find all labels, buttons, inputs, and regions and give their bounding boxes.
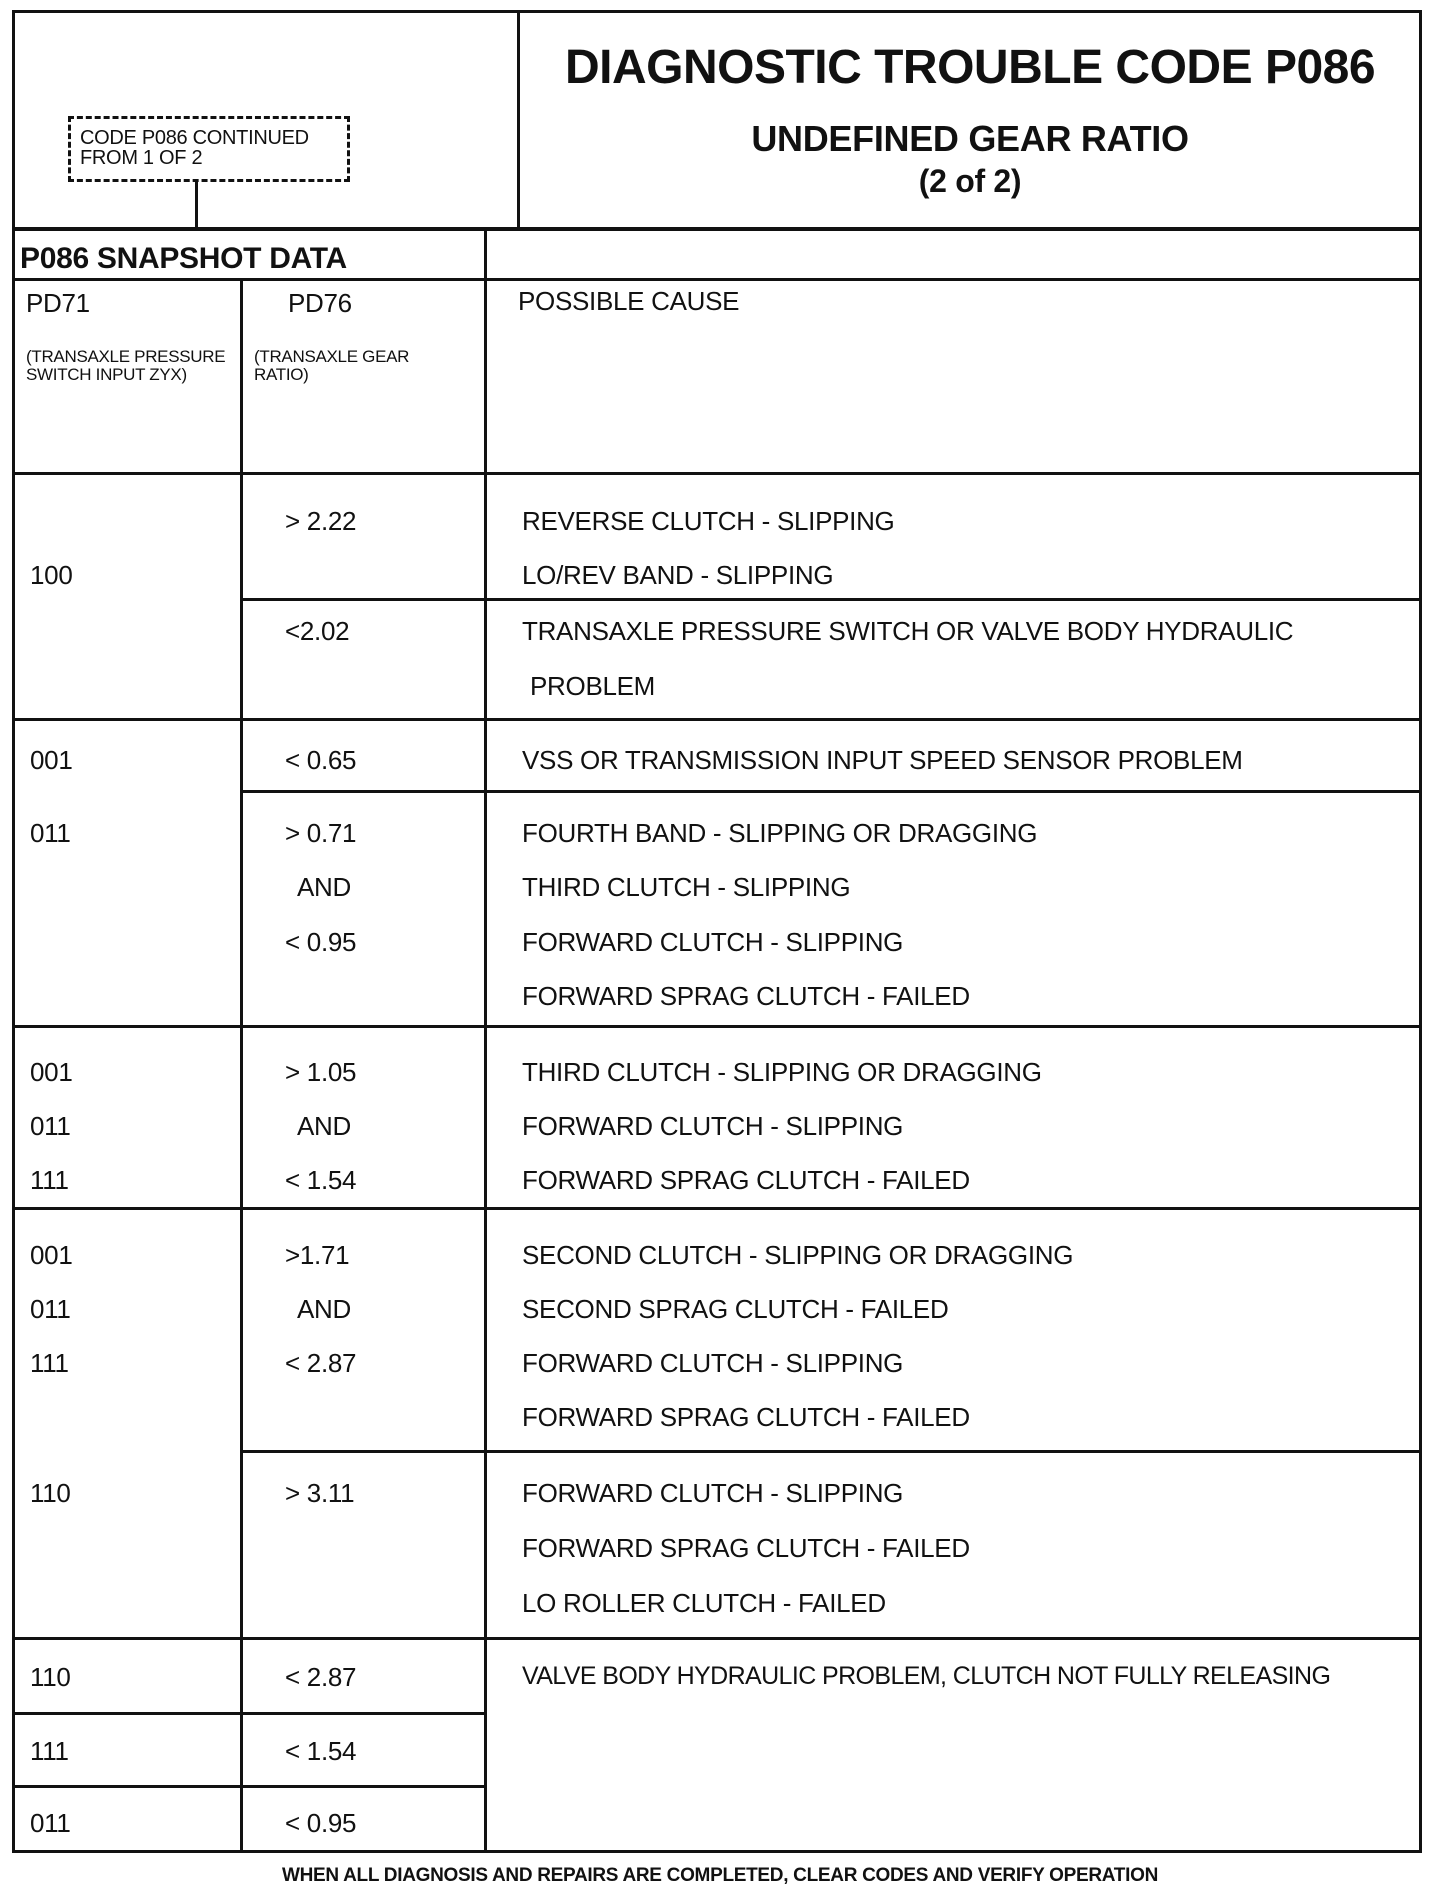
row4a-pd71: 111	[30, 1348, 69, 1378]
rule-row4-bottom	[12, 1637, 1422, 1640]
col2-header-code: PD76	[288, 288, 352, 318]
rule-under-section-title	[12, 278, 1422, 281]
row4a-cause: FORWARD CLUTCH - SLIPPING	[522, 1348, 904, 1378]
row3-pd71: 011	[30, 1111, 71, 1141]
row2a-ratio: < 0.65	[285, 745, 357, 775]
row2b-ratio: > 0.71	[285, 818, 357, 848]
row2b-cause: FORWARD SPRAG CLUTCH - FAILED	[522, 981, 970, 1011]
row5-cause: VALVE BODY HYDRAULIC PROBLEM, CLUTCH NOT FULLY RELEASING	[522, 1662, 1331, 1690]
row4a-cause: SECOND CLUTCH - SLIPPING OR DRAGGING	[522, 1240, 1074, 1270]
rule-row2-split	[240, 790, 1422, 793]
row4a-ratio: AND	[297, 1294, 351, 1324]
col1-header-code: PD71	[26, 288, 90, 318]
row2a-cause: VSS OR TRANSMISSION INPUT SPEED SENSOR PROBLEM	[522, 745, 1243, 775]
continued-connector	[195, 182, 198, 230]
row3-ratio: > 1.05	[285, 1057, 357, 1087]
row1a-cause: REVERSE CLUTCH - SLIPPING	[522, 506, 895, 536]
rule-row5-split-b	[12, 1785, 484, 1788]
page-subtitle: UNDEFINED GEAR RATIO	[751, 118, 1189, 159]
rule-row5-split-a	[12, 1712, 484, 1715]
row2b-ratio: AND	[297, 872, 351, 902]
row4b-ratio: > 3.11	[285, 1478, 355, 1508]
col1-header-desc: (TRANSAXLE PRESSURE SWITCH INPUT ZYX)	[26, 347, 226, 384]
row5c-ratio: < 0.95	[285, 1808, 357, 1838]
rule-row1-split	[240, 598, 1422, 601]
row2b-cause: FORWARD CLUTCH - SLIPPING	[522, 927, 904, 957]
row5b-pd71: 111	[30, 1736, 69, 1766]
row1b-ratio: <2.02	[285, 616, 350, 646]
rule-row3-bottom	[12, 1207, 1422, 1210]
row2b-ratio: < 0.95	[285, 927, 357, 957]
row4a-pd71: 001	[30, 1240, 73, 1270]
table-col2-divider	[240, 278, 243, 1853]
rule-row2-bottom	[12, 1025, 1422, 1028]
row4a-pd71: 011	[30, 1294, 71, 1324]
row4a-cause: FORWARD SPRAG CLUTCH - FAILED	[522, 1402, 970, 1432]
row4a-ratio: >1.71	[285, 1240, 350, 1270]
col3-header: POSSIBLE CAUSE	[518, 286, 740, 316]
row3-ratio: AND	[297, 1111, 351, 1141]
row2b-cause: FOURTH BAND - SLIPPING OR DRAGGING	[522, 818, 1038, 848]
row4a-cause: SECOND SPRAG CLUTCH - FAILED	[522, 1294, 949, 1324]
row3-cause: THIRD CLUTCH - SLIPPING OR DRAGGING	[522, 1057, 1042, 1087]
section-title: P086 SNAPSHOT DATA	[20, 242, 347, 275]
row2b-pd71: 011	[30, 818, 71, 848]
page-part: (2 of 2)	[918, 163, 1022, 199]
row3-cause: FORWARD CLUTCH - SLIPPING	[522, 1111, 904, 1141]
row4b-cause: FORWARD CLUTCH - SLIPPING	[522, 1478, 904, 1508]
row4b-cause: FORWARD SPRAG CLUTCH - FAILED	[522, 1533, 970, 1563]
row4b-pd71: 110	[30, 1478, 71, 1508]
row2a-pd71: 001	[30, 745, 73, 775]
rule-row4-split	[240, 1450, 1422, 1453]
footer-note: WHEN ALL DIAGNOSIS AND REPAIRS ARE COMPLETED, CLEAR CODES AND VERIFY OPERATION	[282, 1865, 1158, 1886]
row1a-ratio: > 2.22	[285, 506, 357, 536]
row1-pd71: 100	[30, 560, 73, 590]
row5a-pd71: 110	[30, 1662, 71, 1692]
row1a-cause: LO/REV BAND - SLIPPING	[522, 560, 834, 590]
row1b-cause: TRANSAXLE PRESSURE SWITCH OR VALVE BODY HYDRAULIC	[522, 616, 1294, 646]
row3-ratio: < 1.54	[285, 1165, 357, 1195]
row4a-ratio: < 2.87	[285, 1348, 357, 1378]
row3-cause: FORWARD SPRAG CLUTCH - FAILED	[522, 1165, 970, 1195]
row3-pd71: 111	[30, 1165, 69, 1195]
rule-under-column-headers	[12, 472, 1422, 475]
row4b-cause: LO ROLLER CLUTCH - FAILED	[522, 1588, 886, 1618]
col2-header-desc: (TRANSAXLE GEAR RATIO)	[254, 347, 410, 384]
row5c-pd71: 011	[30, 1808, 71, 1838]
row5b-ratio: < 1.54	[285, 1736, 357, 1766]
row5a-ratio: < 2.87	[285, 1662, 357, 1692]
rule-row1-bottom	[12, 718, 1422, 721]
row3-pd71: 001	[30, 1057, 73, 1087]
continued-note: CODE P086 CONTINUED FROM 1 OF 2	[80, 127, 309, 169]
page-title: DIAGNOSTIC TROUBLE CODE P086	[564, 41, 1376, 94]
row1b-cause: PROBLEM	[530, 671, 656, 701]
row2b-cause: THIRD CLUTCH - SLIPPING	[522, 872, 851, 902]
